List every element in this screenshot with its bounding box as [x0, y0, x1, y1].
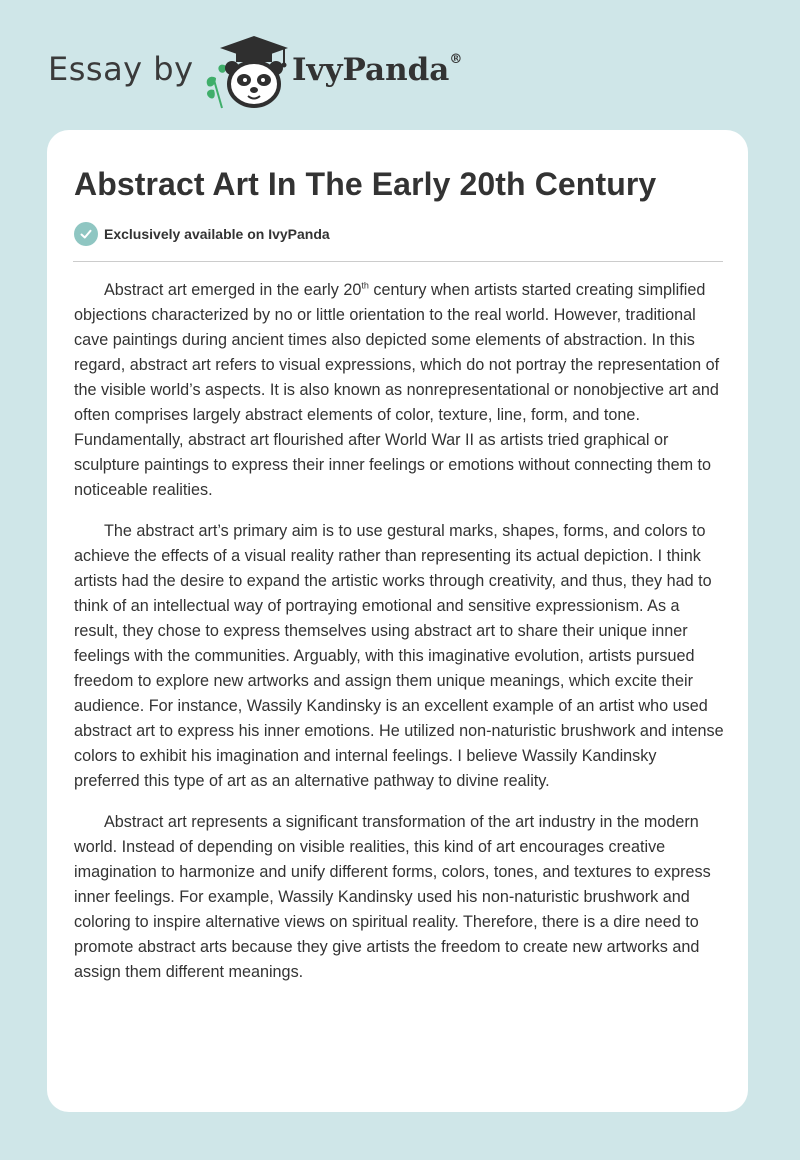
- article-card: [47, 130, 748, 1112]
- site-header: [48, 30, 508, 110]
- paragraph-1: Abstract art emerged in the early 20th century when artists started creating simplified objections characterized by no or little orientation to the real world. However, traditional cave paintings during ancient times also depicted some elements of abstraction. In this regard, abstract art refers to visual expressions, which do not portray the representation of the visible world’s aspects. It is also known as nonrepresentational or nonobjective art and often comprises largely abstract elements of color, texture, line, form, and tone. Fundamentally, abstract art flourished after World War II as artists tried graphical or sculpture paintings to express their inner feelings or emotions without connecting them to noticeable realities.: [74, 280, 720, 499]
- exclusive-badge: [74, 222, 330, 246]
- check-circle-icon: [74, 222, 98, 246]
- divider: [73, 261, 723, 262]
- article-body: [74, 278, 726, 1001]
- page-title: Abstract Art In The Early 20th Century: [74, 166, 657, 202]
- paragraph-3: Abstract art represents a significant transformation of the art industry in the modern world. Instead of depending on visible realities, this kind of art encourages creative imagination to harmonize and unify different forms, colors, tones, and textures to express inner feelings. For example, Wassily Kandinsky used his non-naturistic brushwork and coloring to inspire alternative views on spiritual reality. Therefore, there is a dire need to promote abstract arts because they give artists the freedom to create new artworks and assign them different meanings.: [74, 813, 711, 981]
- panda-logo-icon[interactable]: [202, 34, 290, 110]
- essay-by-label: Essay by: [48, 50, 194, 88]
- brand-name[interactable]: IvyPanda®: [292, 51, 463, 88]
- paragraph-2: The abstract art’s primary aim is to use gestural marks, shapes, forms, and colors to achieve the effects of a visual reality rather than representing its actual depiction. I think artists had the desire to expand the artistic works through creativity, and thus, they had to think of an intellectual way of portraying emotional and sensitive expressionism. As a result, they chose to express themselves using abstract art to share their unique inner feelings with the communities. Arguably, with this imaginative evolution, artists pursued freedom to explore new artworks and assign them unique meanings, which excite their audience. For instance, Wassily Kandinsky is an excellent example of an artist who used abstract art to express his inner emotions. He utilized non-naturistic brushwork and intense colors to exhibit his imagination and internal feelings. I believe Wassily Kandinsky preferred this type of art as an alternative pathway to divine reality.: [74, 522, 724, 790]
- registered-mark: ®: [449, 51, 463, 67]
- badge-label: Exclusively available on IvyPanda: [104, 226, 330, 242]
